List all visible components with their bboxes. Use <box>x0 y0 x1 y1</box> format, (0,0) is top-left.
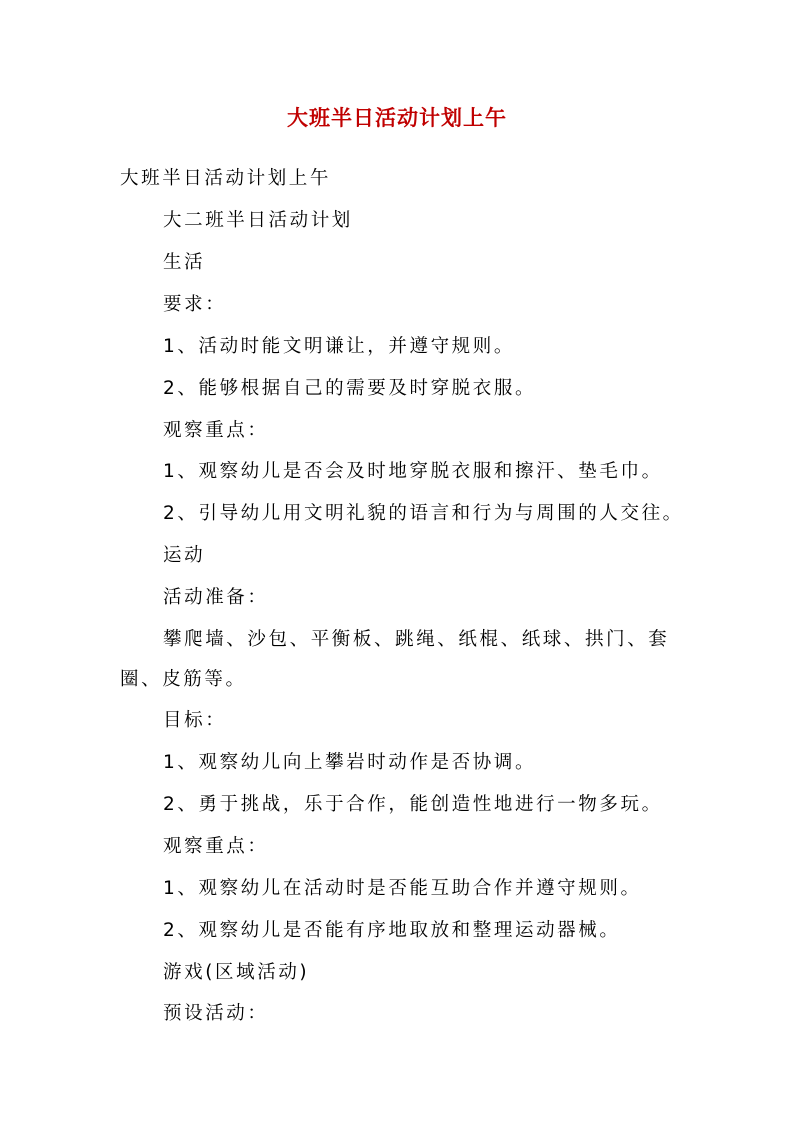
preparation-label: 活动准备： <box>163 587 269 608</box>
observation-item: 2、引导幼儿用文明礼貌的语言和行为与周围的人交往。 <box>163 503 684 524</box>
observation-item: 2、观察幼儿是否能有序地取放和整理运动器械。 <box>163 920 621 941</box>
preparation-text-continued: 圈、皮筋等。 <box>120 669 247 690</box>
section-heading-games: 游戏(区域活动) <box>163 962 310 983</box>
preset-activities-label: 预设活动： <box>163 1003 269 1024</box>
observation-item: 1、观察幼儿是否会及时地穿脱衣服和擦汗、垫毛巾。 <box>163 461 663 482</box>
section-heading-life: 生活 <box>163 252 206 273</box>
observation-item: 1、观察幼儿在活动时是否能互助合作并遵守规则。 <box>163 878 642 899</box>
requirements-label: 要求： <box>163 294 227 315</box>
subtitle-line: 大班半日活动计划上午 <box>120 168 332 189</box>
requirement-item: 2、能够根据自己的需要及时穿脱衣服。 <box>163 378 537 399</box>
document-title: 大班半日活动计划上午 <box>287 105 507 130</box>
goal-item: 2、勇于挑战，乐于合作，能创造性地进行一物多玩。 <box>163 794 663 815</box>
preparation-text: 攀爬墙、沙包、平衡板、跳绳、纸棍、纸球、拱门、套 <box>163 629 670 650</box>
class-plan-heading: 大二班半日活动计划 <box>163 210 353 231</box>
section-heading-sports: 运动 <box>163 545 206 566</box>
goal-item: 1、观察幼儿向上攀岩时动作是否协调。 <box>163 752 537 773</box>
goals-label: 目标： <box>163 710 227 731</box>
requirement-item: 1、活动时能文明谦让，并遵守规则。 <box>163 336 515 357</box>
observation-label: 观察重点： <box>163 420 269 441</box>
observation-label: 观察重点： <box>163 836 269 857</box>
